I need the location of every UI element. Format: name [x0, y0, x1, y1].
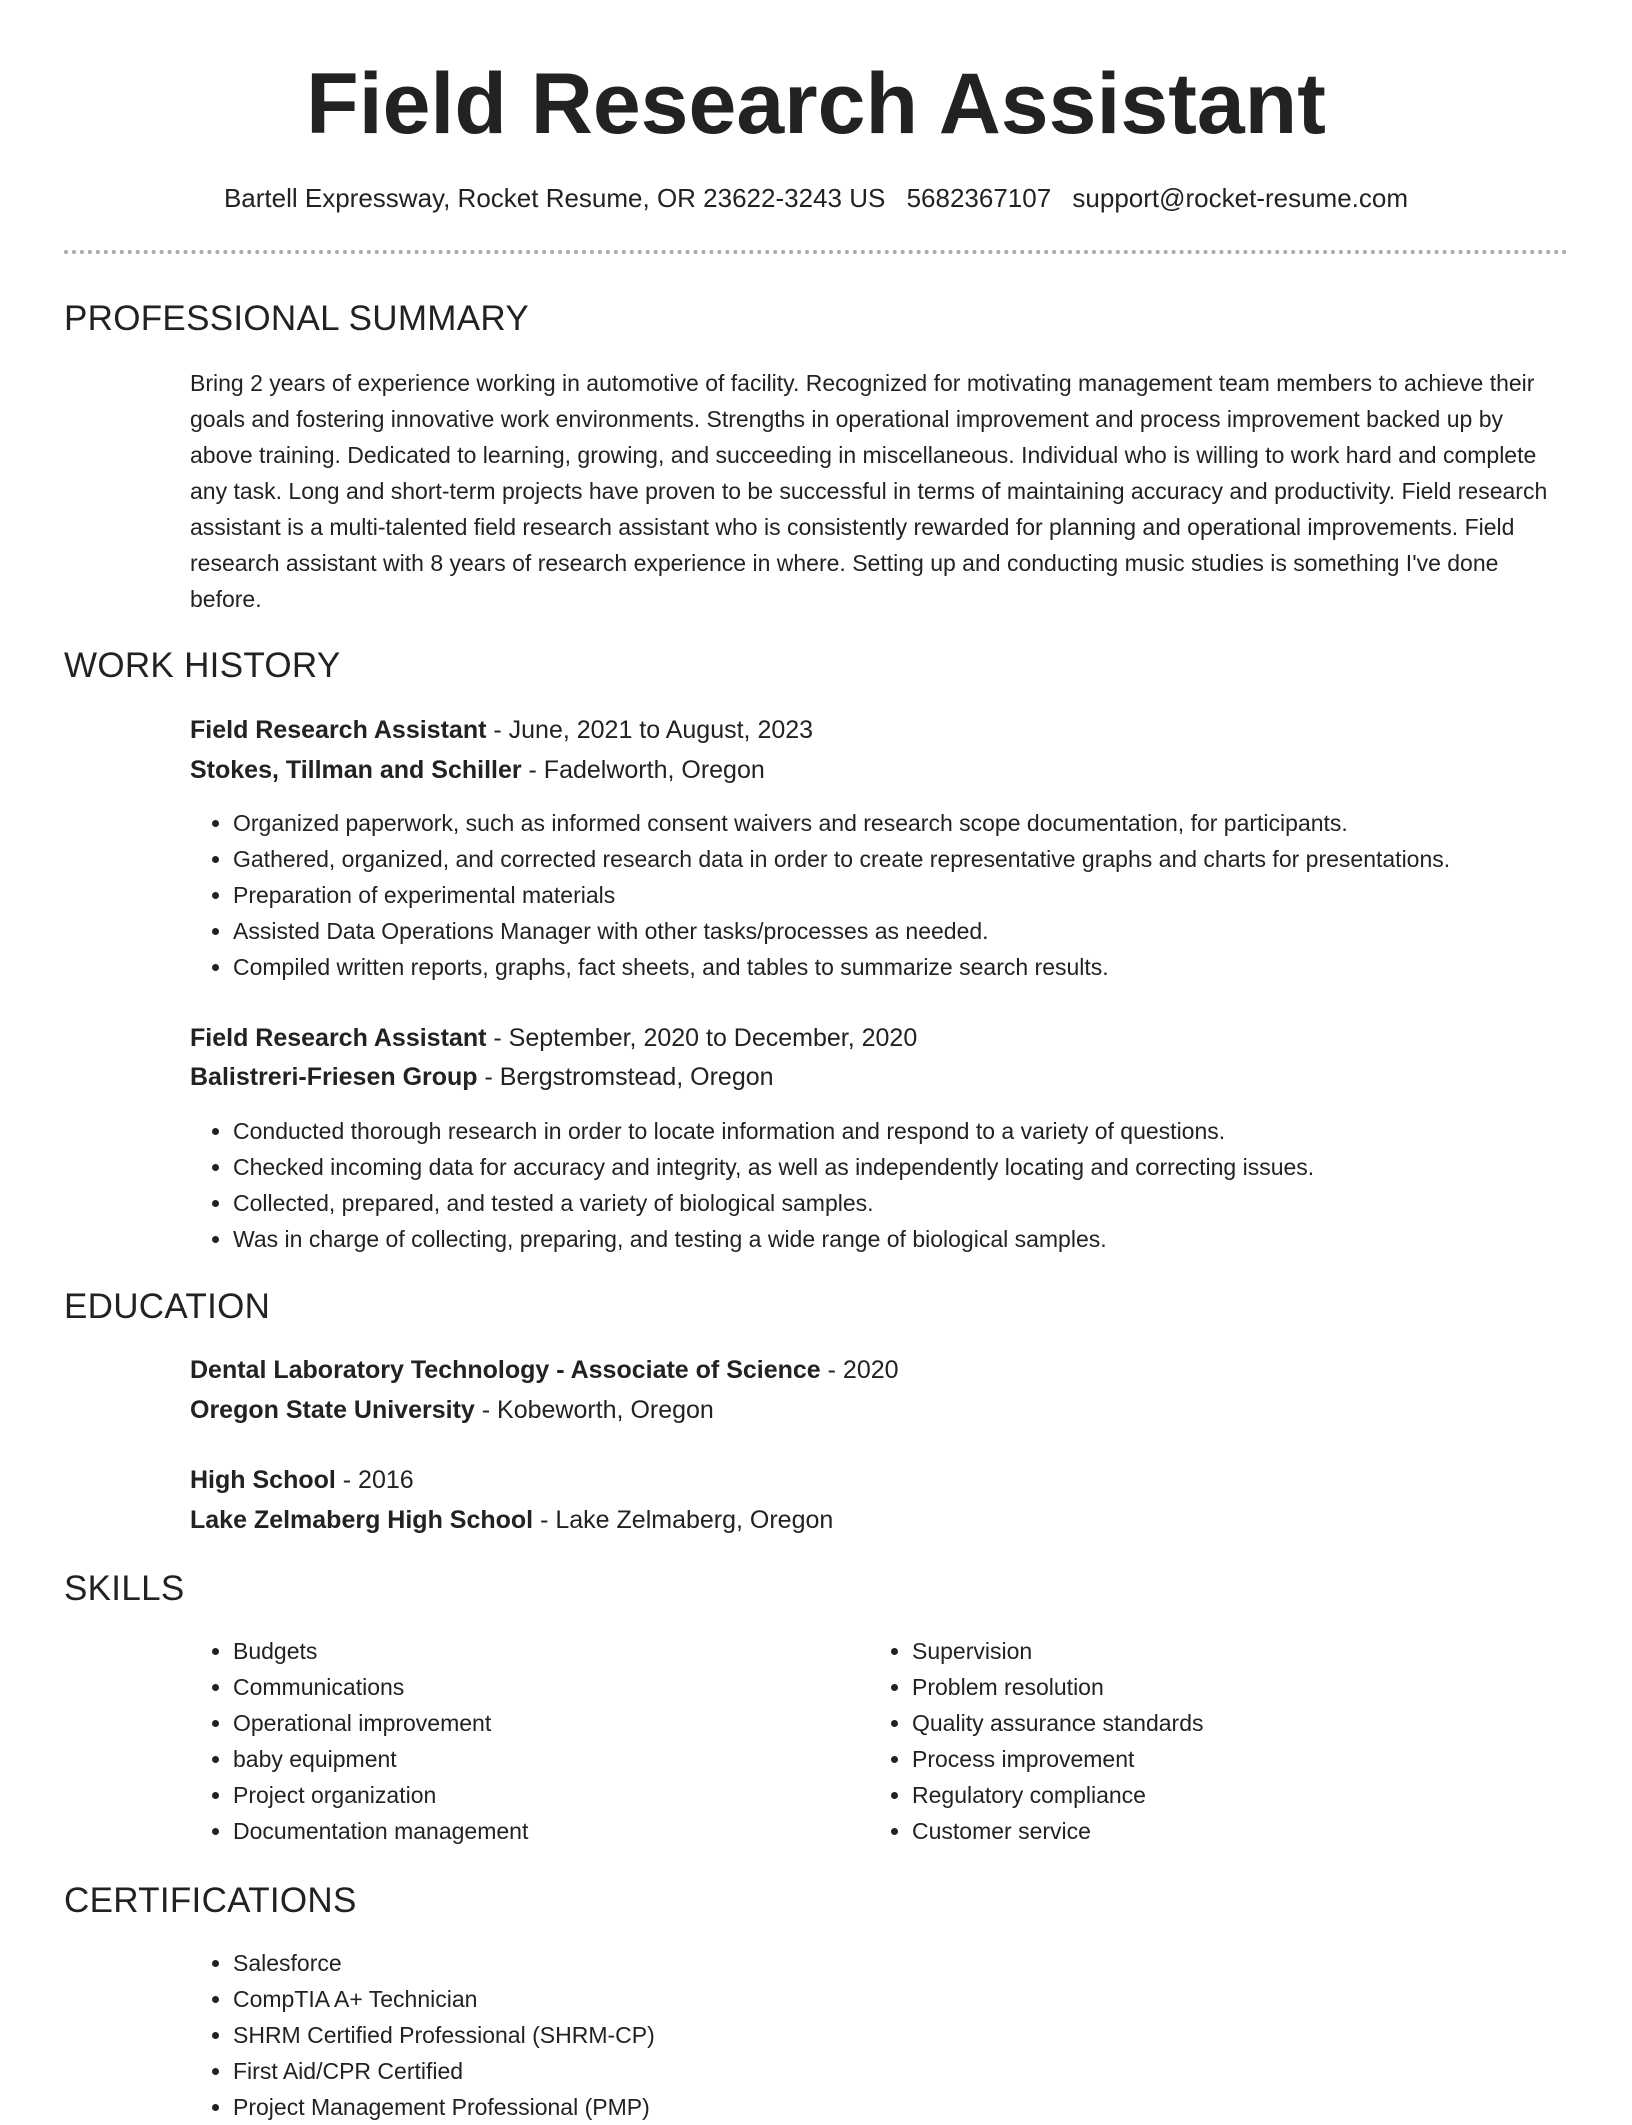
skill-item: • baby equipment: [233, 1741, 528, 1777]
skills-list-right: [869, 1633, 1204, 1849]
certification-item: • CompTIA A+ Technician: [233, 1981, 655, 2017]
job-bullets: [190, 805, 1450, 985]
job-bullet: • Compiled written reports, graphs, fact sheets, and tables to summarize search results.: [233, 949, 1450, 985]
education-degree-line: [190, 1353, 899, 1387]
skill-item: • Supervision: [912, 1633, 1204, 1669]
education-degree-line: [190, 1463, 414, 1497]
education-year: - 2016: [335, 1466, 414, 1494]
job-bullet: • Checked incoming data for accuracy and integrity, as well as independently locating and correcting issues.: [233, 1149, 1314, 1185]
job-dates: - September, 2020 to December, 2020: [486, 1024, 918, 1052]
job-bullets: [190, 1113, 1314, 1257]
certifications-heading: CERTIFICATIONS: [64, 1881, 357, 1920]
job-bullet: • Preparation of experimental materials: [233, 877, 1450, 913]
job-company-line: [190, 753, 765, 787]
job-dates: - June, 2021 to August, 2023: [486, 716, 814, 744]
education-school: Oregon State University: [190, 1396, 475, 1424]
job-bullet: • Gathered, organized, and corrected research data in order to create representative graphs and charts for presentations.: [233, 841, 1450, 877]
skill-item: • Operational improvement: [233, 1705, 528, 1741]
job-bullet: • Was in charge of collecting, preparing, and testing a wide range of biological samples.: [233, 1221, 1314, 1257]
job-title-line: [190, 1021, 917, 1055]
job-company-line: [190, 1060, 774, 1094]
certification-item: • SHRM Certified Professional (SHRM-CP): [233, 2017, 655, 2053]
skills-list-left: [190, 1633, 528, 1849]
certifications-list: [190, 1945, 655, 2125]
education-location: - Kobeworth, Oregon: [474, 1396, 714, 1424]
job-bullet: • Organized paperwork, such as informed consent waivers and research scope documentation, for participants.: [233, 805, 1450, 841]
education-school-line: [190, 1393, 714, 1427]
education-heading: EDUCATION: [64, 1287, 271, 1326]
education-year: - 2020: [820, 1356, 899, 1384]
skill-item: • Problem resolution: [912, 1669, 1204, 1705]
skills-heading: SKILLS: [64, 1569, 185, 1608]
education-degree: High School: [190, 1466, 336, 1494]
header-divider: [64, 250, 1568, 254]
resume-title: Field Research Assistant: [306, 56, 1326, 152]
education-school: Lake Zelmaberg High School: [190, 1506, 534, 1534]
summary-heading: PROFESSIONAL SUMMARY: [64, 299, 529, 338]
certification-item: • First Aid/CPR Certified: [233, 2053, 655, 2089]
contact-phone: 5682367107: [906, 183, 1052, 213]
skill-item: • Regulatory compliance: [912, 1777, 1204, 1813]
skill-item: • Project organization: [233, 1777, 528, 1813]
education-location: - Lake Zelmaberg, Oregon: [533, 1506, 834, 1534]
contact-email: support@rocket-resume.com: [1072, 183, 1409, 213]
job-location: - Fadelworth, Oregon: [521, 756, 765, 784]
job-title: Field Research Assistant: [190, 1024, 487, 1052]
education-degree: Dental Laboratory Technology - Associate of Science: [190, 1356, 821, 1384]
job-title-line: [190, 713, 813, 747]
certification-item: • Salesforce: [233, 1945, 655, 1981]
skill-item: • Documentation management: [233, 1813, 528, 1849]
education-school-line: [190, 1503, 833, 1537]
skill-item: • Budgets: [233, 1633, 528, 1669]
skill-item: • Communications: [233, 1669, 528, 1705]
job-location: - Bergstromstead, Oregon: [477, 1063, 774, 1091]
job-bullet: • Collected, prepared, and tested a variety of biological samples.: [233, 1185, 1314, 1221]
skill-item: • Quality assurance standards: [912, 1705, 1204, 1741]
contact-line: [0, 180, 1632, 216]
job-company: Stokes, Tillman and Schiller: [190, 756, 522, 784]
job-bullet: • Conducted thorough research in order to locate information and respond to a variety of questions.: [233, 1113, 1314, 1149]
job-company: Balistreri-Friesen Group: [190, 1063, 478, 1091]
contact-address: Bartell Expressway, Rocket Resume, OR 23622-3243 US: [223, 183, 886, 213]
certification-item: • Project Management Professional (PMP): [233, 2089, 655, 2125]
job-title: Field Research Assistant: [190, 716, 487, 744]
job-bullet: • Assisted Data Operations Manager with other tasks/processes as needed.: [233, 913, 1450, 949]
summary-text: Bring 2 years of experience working in automotive of facility. Recognized for motivating management team members to achieve their goals and fostering innovative work environments. Strengths in operational improvement and process improvement backed up by above training. Dedicated to learning, growing, and succeeding in miscellaneous. Individual who is willing to work hard and complete any task. Long and short-term projects have proven to be successful in terms of maintaining accuracy and productivity. Field research assistant is a multi-talented field research assistant who is consistently rewarded for planning and operational improvements. Field research assistant with 8 years of research experience in where. Setting up and conducting music studies is something I've done before.: [190, 370, 1548, 612]
work-history-heading: WORK HISTORY: [64, 646, 341, 685]
skill-item: • Process improvement: [912, 1741, 1204, 1777]
skill-item: • Customer service: [912, 1813, 1204, 1849]
